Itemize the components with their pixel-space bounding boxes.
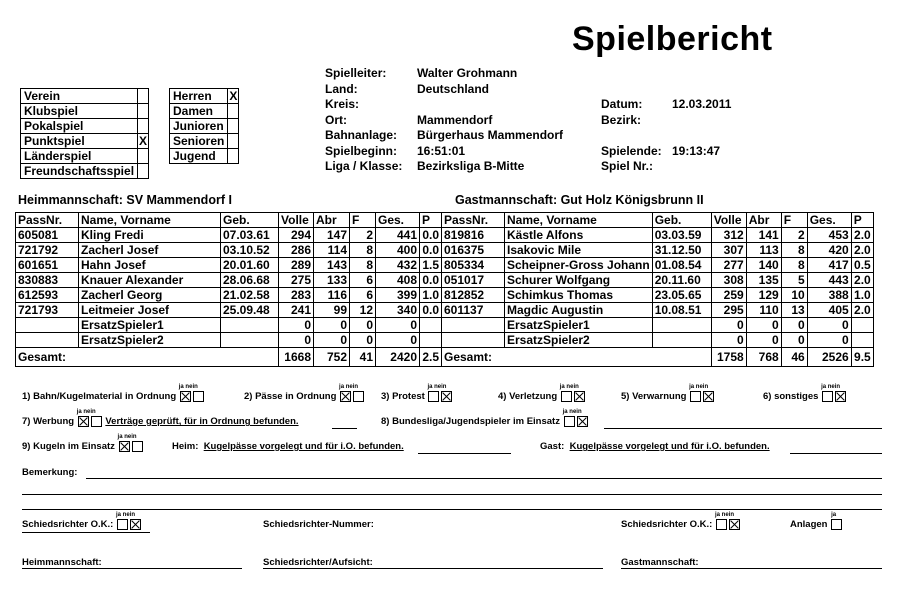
check-8-ja-box[interactable] (564, 416, 575, 427)
home-cell-ges: 432 (376, 258, 420, 273)
guest-cell-p (851, 333, 873, 348)
info-value: Deutschland (417, 81, 490, 96)
home-cell-passnr: 601651 (16, 258, 79, 273)
guest-cell-volle: 295 (711, 303, 746, 318)
home-cell-abr: 114 (314, 243, 350, 258)
home-header-abr: Abr (314, 213, 350, 228)
heimmannschaft-signature-label: Heimmannschaft: (22, 557, 102, 568)
match-type-left-checkbox[interactable] (138, 164, 149, 179)
home-cell-ges: 399 (376, 288, 420, 303)
home-total-f: 41 (350, 348, 376, 367)
guest-cell-name: Kästle Alfons (505, 228, 653, 243)
player-row (16, 318, 874, 333)
check-6: 6) sonstiges ja nein (763, 391, 847, 402)
match-type-left-checkbox[interactable] (138, 104, 149, 119)
check-1-nein-box[interactable] (193, 391, 204, 402)
guest-cell-f: 8 (781, 243, 807, 258)
check-6-ja-box[interactable] (822, 391, 833, 402)
guest-cell-volle: 0 (711, 318, 746, 333)
check-8-nein-box[interactable] (577, 416, 588, 427)
guest-cell-ges: 453 (807, 228, 851, 243)
check-4: 4) Verletzung ja nein (498, 391, 586, 402)
guest-cell-f: 10 (781, 288, 807, 303)
check-1-ja-box[interactable] (180, 391, 191, 402)
guest-header-passnr: PassNr. (442, 213, 505, 228)
home-cell-passnr: 721792 (16, 243, 79, 258)
check-4-ja-box[interactable] (561, 391, 572, 402)
guest-total-ges: 2526 (807, 348, 851, 367)
home-cell-volle: 286 (279, 243, 314, 258)
schiedsrichter-ok-2: Schiedsrichter O.K.: ja nein (621, 519, 741, 530)
home-cell-volle: 294 (279, 228, 314, 243)
home-header-passnr: PassNr. (16, 213, 79, 228)
home-cell-passnr: 612593 (16, 288, 79, 303)
info-right-label: Spielende: (601, 143, 662, 158)
home-cell-abr: 147 (314, 228, 350, 243)
guest-cell-f: 0 (781, 318, 807, 333)
info-label: Kreis: (325, 97, 360, 111)
match-type-left-row (21, 119, 149, 134)
guest-cell-abr: 141 (746, 228, 781, 243)
info-right-value: 12.03.2011 (672, 97, 732, 111)
match-type-right-row (170, 149, 239, 164)
guest-cell-name: Magdic Augustin (505, 303, 653, 318)
sr-ok-1-ja-box[interactable] (117, 519, 128, 530)
sr-ok-1-nein-box[interactable] (130, 519, 141, 530)
match-type-table-left (20, 88, 149, 179)
home-cell-f: 2 (350, 228, 376, 243)
home-cell-ges: 340 (376, 303, 420, 318)
guest-cell-abr: 129 (746, 288, 781, 303)
check-7-note: Verträge geprüft, für in Ordnung befunden. (105, 416, 299, 428)
page-title: Spielbericht (572, 20, 773, 58)
info-value (417, 97, 563, 113)
home-cell-ges: 408 (376, 273, 420, 288)
info-right-label: Spiel Nr.: (601, 159, 654, 173)
home-cell-name: Kling Fredi (79, 228, 221, 243)
guest-cell-ges: 405 (807, 303, 851, 318)
guest-cell-p: 2.0 (851, 228, 873, 243)
bemerkung-line-2 (22, 494, 882, 495)
match-type-left-label: Freundschaftsspiel (21, 164, 138, 179)
guest-header-abr: Abr (746, 213, 781, 228)
home-total-abr: 752 (314, 348, 350, 367)
home-cell-geb (221, 318, 279, 333)
home-cell-geb: 07.03.61 (221, 228, 279, 243)
gastmannschaft-signature-label: Gastmannschaft: (621, 557, 699, 568)
guest-cell-geb: 23.05.65 (652, 288, 711, 303)
home-cell-volle: 289 (279, 258, 314, 273)
guest-cell-passnr: 051017 (442, 273, 505, 288)
match-type-left-label: Länderspiel (21, 149, 138, 164)
guest-header-geb: Geb. (652, 213, 711, 228)
home-cell-ges: 0 (376, 318, 420, 333)
info-right-value (672, 159, 731, 175)
guest-cell-ges: 420 (807, 243, 851, 258)
home-header-name: Name, Vorname (79, 213, 221, 228)
check-3: 3) Protest ja nein (381, 391, 453, 402)
guest-cell-geb: 03.03.59 (652, 228, 711, 243)
guest-cell-name: Schurer Wolfgang (505, 273, 653, 288)
info-label: Liga / Klasse: (325, 159, 403, 173)
home-header-volle: Volle (279, 213, 314, 228)
guest-cell-abr: 135 (746, 273, 781, 288)
guest-cell-p: 0.5 (851, 258, 873, 273)
guest-cell-ges: 417 (807, 258, 851, 273)
guest-cell-passnr: 812852 (442, 288, 505, 303)
info-right-label: Bezirk: (601, 112, 642, 127)
guest-cell-volle: 308 (711, 273, 746, 288)
home-cell-geb (221, 333, 279, 348)
match-type-left-row (21, 104, 149, 119)
home-cell-f: 6 (350, 273, 376, 288)
guest-cell-geb: 31.12.50 (652, 243, 711, 258)
info-value: 16:51:01 (417, 143, 466, 158)
home-cell-geb: 25.09.48 (221, 303, 279, 318)
info-labels (325, 66, 402, 175)
home-header-ges: Ges. (376, 213, 420, 228)
guest-cell-f: 13 (781, 303, 807, 318)
home-cell-volle: 0 (279, 318, 314, 333)
guest-cell-geb: 01.08.54 (652, 258, 711, 273)
guest-total-label: Gesamt: (442, 348, 712, 367)
home-cell-passnr: 605081 (16, 228, 79, 243)
bemerkung-line-1 (86, 478, 882, 479)
check-6-nein-box[interactable] (835, 391, 846, 402)
guest-cell-ges: 0 (807, 318, 851, 333)
info-value: Bezirksliga B-Mitte (417, 159, 525, 173)
home-cell-f: 6 (350, 288, 376, 303)
check-2-nein-box[interactable] (353, 391, 364, 402)
sr-ok-2-ja-box[interactable] (716, 519, 727, 530)
check-8: 8) Bundesliga/Jugendspieler im Einsatz ja nein (381, 416, 589, 427)
match-type-right-checkbox[interactable]: X (229, 89, 238, 103)
home-cell-f: 12 (350, 303, 376, 318)
match-type-left-label: Punktspiel (21, 134, 138, 149)
match-type-left-checkbox[interactable] (138, 89, 149, 104)
guest-cell-abr: 140 (746, 258, 781, 273)
home-cell-p: 0.0 (420, 243, 442, 258)
player-row (16, 273, 874, 288)
guest-cell-passnr: 016375 (442, 243, 505, 258)
guest-cell-name: Isakovic Mile (505, 243, 653, 258)
home-cell-p: 0.0 (420, 273, 442, 288)
match-type-right-row (170, 119, 239, 134)
home-cell-ges: 400 (376, 243, 420, 258)
check-9-ja-box[interactable] (119, 441, 130, 452)
home-total-p: 2.5 (420, 348, 442, 367)
home-cell-volle: 0 (279, 333, 314, 348)
anlagen-box[interactable] (831, 519, 842, 530)
home-cell-ges: 441 (376, 228, 420, 243)
match-type-left-row (21, 134, 149, 149)
home-team-label: Heimmannschaft: SV Mammendorf I (18, 193, 232, 207)
bemerkung-label: Bemerkung: (22, 467, 78, 478)
home-cell-geb: 28.06.68 (221, 273, 279, 288)
guest-cell-ges: 0 (807, 333, 851, 348)
guest-cell-abr: 0 (746, 333, 781, 348)
home-cell-passnr: 721793 (16, 303, 79, 318)
home-cell-p: 1.5 (420, 258, 442, 273)
home-cell-volle: 275 (279, 273, 314, 288)
match-type-right-label: Senioren (170, 134, 228, 149)
check-1: 1) Bahn/Kugelmaterial in Ordnung ja nein (22, 391, 205, 402)
info-values (417, 66, 563, 175)
match-type-right-row (170, 89, 239, 104)
guest-cell-abr: 0 (746, 318, 781, 333)
match-type-table-right (169, 88, 239, 164)
home-cell-geb: 21.02.58 (221, 288, 279, 303)
guest-total-f: 46 (781, 348, 807, 367)
guest-cell-p (851, 318, 873, 333)
check-3-ja-box[interactable] (428, 391, 439, 402)
match-type-right-label: Jugend (170, 149, 228, 164)
home-cell-geb: 03.10.52 (221, 243, 279, 258)
home-cell-passnr (16, 318, 79, 333)
guest-cell-geb: 10.08.51 (652, 303, 711, 318)
info-label: Bahnanlage: (325, 128, 398, 142)
guest-cell-geb: 20.11.60 (652, 273, 711, 288)
info-value: Mammendorf (417, 112, 493, 127)
player-row (16, 258, 874, 273)
check-5-nein-box[interactable] (703, 391, 714, 402)
match-type-left-label: Pokalspiel (21, 119, 138, 134)
info-label: Ort: (325, 112, 347, 127)
guest-cell-p: 1.0 (851, 288, 873, 303)
guest-cell-f: 8 (781, 258, 807, 273)
guest-header-volle: Volle (711, 213, 746, 228)
guest-cell-ges: 388 (807, 288, 851, 303)
guest-cell-volle: 277 (711, 258, 746, 273)
bemerkung-line-3 (22, 509, 882, 510)
player-row (16, 228, 874, 243)
guest-cell-geb (652, 318, 711, 333)
match-type-right-row (170, 104, 239, 119)
guest-cell-p: 2.0 (851, 243, 873, 258)
guest-header-name: Name, Vorname (505, 213, 653, 228)
info-right-value: 19:13:47 (672, 143, 721, 158)
info-label: Spielbeginn: (325, 143, 397, 158)
guest-cell-passnr: 601137 (442, 303, 505, 318)
match-type-right-label: Damen (170, 104, 228, 119)
info-right-value (672, 128, 731, 144)
match-type-right-label: Herren (170, 89, 228, 104)
home-cell-name: ErsatzSpieler2 (79, 333, 221, 348)
home-cell-name: Leitmeier Josef (79, 303, 221, 318)
check-2: 2) Pässe in Ordnung ja nein (244, 391, 365, 402)
home-cell-p (420, 333, 442, 348)
info-right-value (672, 113, 731, 129)
guest-cell-f: 0 (781, 333, 807, 348)
check-7-ja-box[interactable] (78, 416, 89, 427)
guest-cell-p: 2.0 (851, 273, 873, 288)
guest-cell-name: ErsatzSpieler1 (505, 318, 653, 333)
check-5: 5) Verwarnung ja nein (621, 391, 715, 402)
guest-cell-volle: 0 (711, 333, 746, 348)
gast-kugel-note: Gast: Kugelpässe vorgelegt und für i.O. befunden. (540, 441, 770, 452)
home-header-geb: Geb. (221, 213, 279, 228)
match-type-right-label: Junioren (170, 119, 228, 134)
guest-cell-volle: 259 (711, 288, 746, 303)
home-header-f: F (350, 213, 376, 228)
home-cell-name: Zacherl Josef (79, 243, 221, 258)
home-cell-p (420, 318, 442, 333)
guest-cell-f: 2 (781, 228, 807, 243)
home-cell-abr: 133 (314, 273, 350, 288)
home-cell-abr: 143 (314, 258, 350, 273)
guest-header-f: F (781, 213, 807, 228)
schiedsrichter-ok-1: Schiedsrichter O.K.: ja nein (22, 519, 142, 530)
match-type-left-label: Klubspiel (21, 104, 138, 119)
home-cell-name: ErsatzSpieler1 (79, 318, 221, 333)
guest-total-abr: 768 (746, 348, 781, 367)
home-cell-volle: 241 (279, 303, 314, 318)
match-type-right-checkbox[interactable] (228, 119, 239, 134)
info-value: Bürgerhaus Mammendorf (417, 128, 564, 142)
check-9: 9) Kugeln im Einsatz ja nein (22, 441, 144, 452)
guest-cell-name: ErsatzSpieler2 (505, 333, 653, 348)
player-row (16, 303, 874, 318)
score-header-row (16, 213, 874, 228)
info-right-label: Datum: (601, 97, 643, 111)
check-3-nein-box[interactable] (441, 391, 452, 402)
match-type-right-checkbox[interactable] (228, 104, 239, 119)
guest-cell-passnr (442, 318, 505, 333)
home-cell-f: 0 (350, 318, 376, 333)
home-cell-p: 0.0 (420, 303, 442, 318)
guest-cell-ges: 443 (807, 273, 851, 288)
guest-cell-passnr (442, 333, 505, 348)
info-right-values (672, 97, 731, 175)
match-type-left-label: Verein (21, 89, 138, 104)
match-type-left-checkbox[interactable]: X (139, 134, 148, 148)
guest-cell-abr: 113 (746, 243, 781, 258)
match-type-right-checkbox[interactable] (228, 134, 239, 149)
score-table (15, 212, 874, 367)
guest-cell-volle: 312 (711, 228, 746, 243)
guest-cell-p: 2.0 (851, 303, 873, 318)
home-total-ges: 2420 (376, 348, 420, 367)
check-4-nein-box[interactable] (574, 391, 585, 402)
info-label: Land: (325, 81, 358, 96)
info-label: Spielleiter: (325, 66, 387, 80)
home-cell-abr: 99 (314, 303, 350, 318)
guest-cell-name: Schimkus Thomas (505, 288, 653, 303)
home-cell-f: 0 (350, 333, 376, 348)
match-type-left-row (21, 149, 149, 164)
home-cell-name: Zacherl Georg (79, 288, 221, 303)
sr-ok-2-nein-box[interactable] (729, 519, 740, 530)
check-2-ja-box[interactable] (340, 391, 351, 402)
guest-header-ges: Ges. (807, 213, 851, 228)
info-right-labels (601, 97, 662, 175)
home-total-volle: 1668 (279, 348, 314, 367)
match-type-left-checkbox[interactable] (138, 119, 149, 134)
home-cell-abr: 116 (314, 288, 350, 303)
check-7-nein-box[interactable] (91, 416, 102, 427)
total-row (16, 348, 874, 367)
home-cell-geb: 20.01.60 (221, 258, 279, 273)
check-5-ja-box[interactable] (690, 391, 701, 402)
guest-cell-passnr: 805334 (442, 258, 505, 273)
guest-total-volle: 1758 (711, 348, 746, 367)
home-cell-f: 8 (350, 243, 376, 258)
home-cell-f: 8 (350, 258, 376, 273)
player-row (16, 333, 874, 348)
home-header-p: P (420, 213, 442, 228)
guest-total-p: 9.5 (851, 348, 873, 367)
home-cell-name: Knauer Alexander (79, 273, 221, 288)
match-type-left-row (21, 164, 149, 179)
home-cell-abr: 0 (314, 318, 350, 333)
home-cell-p: 0.0 (420, 228, 442, 243)
anlagen: Anlagen ja (790, 519, 843, 530)
schiedsrichter-nummer-label: Schiedsrichter-Nummer: (263, 519, 374, 530)
guest-header-p: P (851, 213, 873, 228)
home-cell-name: Hahn Josef (79, 258, 221, 273)
player-row (16, 288, 874, 303)
home-cell-abr: 0 (314, 333, 350, 348)
home-total-label: Gesamt: (16, 348, 279, 367)
home-cell-passnr: 830883 (16, 273, 79, 288)
home-cell-volle: 283 (279, 288, 314, 303)
info-value: Walter Grohmann (417, 66, 518, 80)
guest-cell-f: 5 (781, 273, 807, 288)
guest-cell-passnr: 819816 (442, 228, 505, 243)
guest-team-label: Gastmannschaft: Gut Holz Königsbrunn II (455, 193, 704, 207)
home-cell-ges: 0 (376, 333, 420, 348)
home-cell-passnr (16, 333, 79, 348)
guest-cell-volle: 307 (711, 243, 746, 258)
match-type-left-checkbox[interactable] (138, 149, 149, 164)
check-9-nein-box[interactable] (132, 441, 143, 452)
guest-cell-geb (652, 333, 711, 348)
match-type-right-checkbox[interactable] (228, 149, 239, 164)
check-7: 7) Werbung ja nein Verträge geprüft, für in Ordnung befunden. (22, 409, 299, 428)
match-type-left-row (21, 89, 149, 104)
player-row (16, 243, 874, 258)
guest-cell-abr: 110 (746, 303, 781, 318)
match-type-right-row (170, 134, 239, 149)
info-right-label (601, 128, 662, 144)
aufsicht-signature-label: Schiedsrichter/Aufsicht: (263, 557, 373, 568)
guest-cell-name: Scheipner-Gross Johann (505, 258, 653, 273)
heim-kugel-note: Heim: Kugelpässe vorgelegt und für i.O. befunden. (172, 441, 404, 452)
home-cell-p: 1.0 (420, 288, 442, 303)
